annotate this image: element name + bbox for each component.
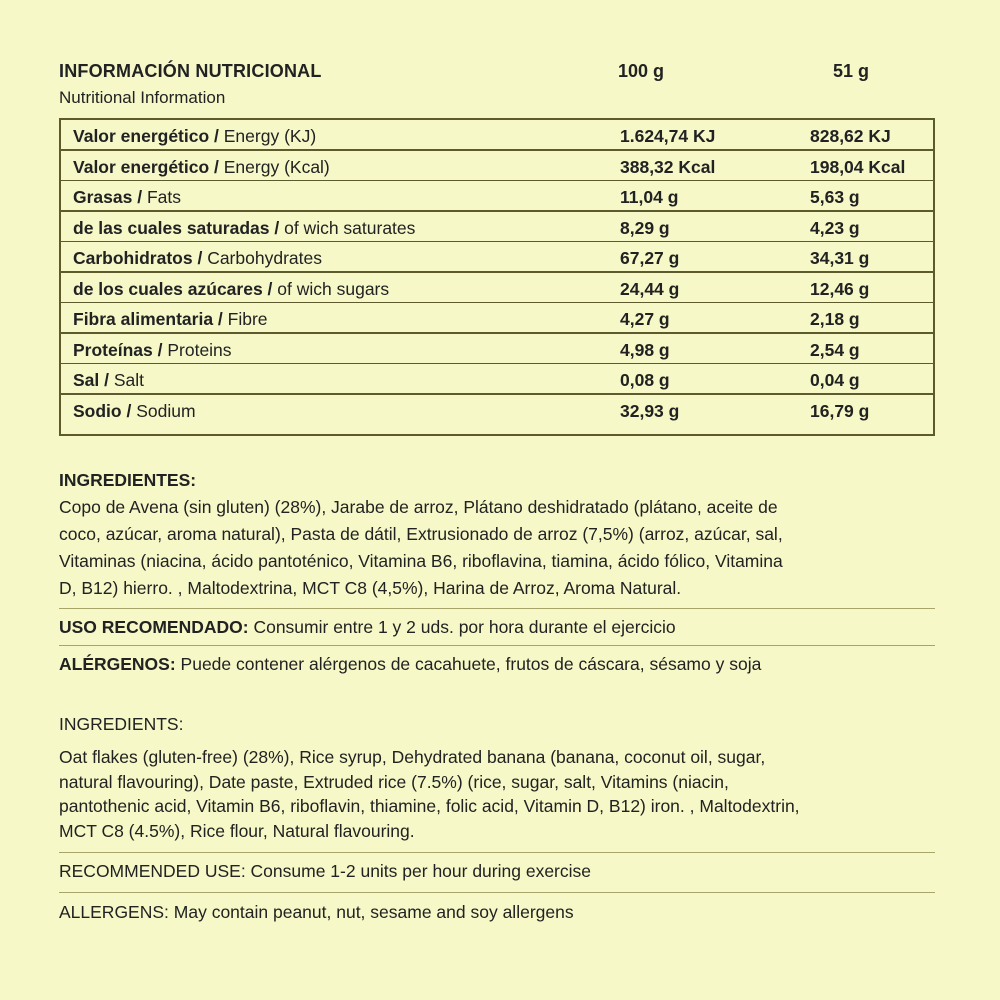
value-51g: 34,31 g (810, 248, 870, 268)
nutrition-subtitle: Nutritional Information (59, 88, 226, 107)
row-label: de las cuales saturadas / of wich saturates (73, 217, 416, 238)
value-100g: 67,27 g (620, 248, 680, 268)
row-label: de los cuales azúcares / of wich sugars (73, 278, 390, 299)
value-100g: 388,32 Kcal (620, 156, 716, 177)
column-header-51g: 51 g (833, 61, 870, 81)
value-51g: 5,63 g (810, 187, 860, 207)
value-100g: 11,04 g (620, 187, 679, 207)
table-row (61, 151, 933, 182)
value-51g: 198,04 Kcal (810, 156, 906, 177)
row-label: Fibra alimentaria / Fibre (73, 309, 268, 329)
table-row (61, 303, 933, 334)
table-row (61, 334, 933, 365)
row-label: Grasas / Fats (73, 187, 181, 207)
divider (59, 892, 935, 893)
value-51g: 828,62 KJ (810, 126, 891, 146)
value-51g: 16,79 g (810, 400, 870, 421)
table-row (61, 273, 933, 304)
value-100g: 1.624,74 KJ (620, 126, 716, 146)
value-51g: 4,23 g (810, 217, 860, 238)
ingredients-en-line: Oat flakes (gluten-free) (28%), Rice syrup, Dehydrated banana (banana, coconut oil, sugar, (59, 747, 766, 767)
table-row (61, 181, 933, 212)
value-100g: 0,08 g (620, 370, 670, 390)
ingredients-es-line: Vitaminas (niacina, ácido pantoténico, Vitamina B6, riboflavina, tiamina, ácido fólico, Vitamina (59, 551, 783, 571)
table-row (61, 395, 933, 426)
ingredients-en-line: natural flavouring), Date paste, Extruded rice (7.5%) (rice, sugar, salt, Vitamins (niacin, (59, 771, 729, 792)
row-label: Sal / Salt (73, 370, 145, 390)
nutrition-title: INFORMACIÓN NUTRICIONAL (59, 61, 322, 81)
value-100g: 24,44 g (620, 278, 680, 299)
table-row (61, 364, 933, 395)
row-label: Valor energético / Energy (KJ) (73, 126, 317, 146)
divider (59, 645, 935, 646)
ingredients-en-line: pantothenic acid, Vitamin B6, riboflavin, thiamine, folic acid, Vitamin D, B12) iron. , Maltodextrin, (59, 796, 800, 816)
value-51g: 2,18 g (810, 309, 860, 329)
table-row (61, 120, 933, 151)
divider (59, 608, 935, 609)
ingredients-es-line: coco, azúcar, aroma natural), Pasta de dátil, Extrusionado de arroz (7,5%) (arroz, azúcar, sal, (59, 524, 783, 544)
column-header-100g: 100 g (618, 61, 665, 81)
value-51g: 2,54 g (810, 339, 860, 360)
recommended-use-en: RECOMMENDED USE: Consume 1-2 units per hour during exercise (59, 861, 591, 881)
value-51g: 12,46 g (810, 278, 870, 299)
recommended-use-es: USO RECOMENDADO: Consumir entre 1 y 2 uds. por hora durante el ejercicio (59, 617, 676, 637)
nutrition-table (59, 118, 935, 436)
value-100g: 4,98 g (620, 339, 670, 360)
row-label: Valor energético / Energy (Kcal) (73, 156, 330, 177)
ingredients-es-line: Copo de Avena (sin gluten) (28%), Jarabe de arroz, Plátano deshidratado (plátano, aceite de (59, 497, 778, 517)
ingredients-es-section (59, 467, 939, 602)
row-label: Proteínas / Proteins (73, 339, 232, 360)
ingredients-es-heading: INGREDIENTES: (59, 470, 197, 490)
nutrition-header (59, 61, 939, 111)
divider (59, 852, 935, 853)
table-row (61, 242, 933, 273)
value-100g: 32,93 g (620, 400, 680, 421)
ingredients-en-line: MCT C8 (4.5%), Rice flour, Natural flavouring. (59, 820, 415, 841)
row-label: Carbohidratos / Carbohydrates (73, 248, 322, 268)
allergens-en: ALLERGENS: May contain peanut, nut, sesame and soy allergens (59, 902, 574, 922)
ingredients-en-heading: INGREDIENTS: (59, 714, 184, 734)
ingredients-en-section (59, 745, 939, 843)
table-row (61, 212, 933, 243)
ingredients-es-line: D, B12) hierro. , Maltodextrina, MCT C8 (4,5%), Harina de Arroz, Aroma Natural. (59, 578, 682, 598)
allergens-es: ALÉRGENOS: Puede contener alérgenos de cacahuete, frutos de cáscara, sésamo y soja (59, 654, 762, 674)
value-51g: 0,04 g (810, 370, 860, 390)
row-label: Sodio / Sodium (73, 400, 196, 421)
value-100g: 4,27 g (620, 309, 670, 329)
value-100g: 8,29 g (620, 217, 670, 238)
